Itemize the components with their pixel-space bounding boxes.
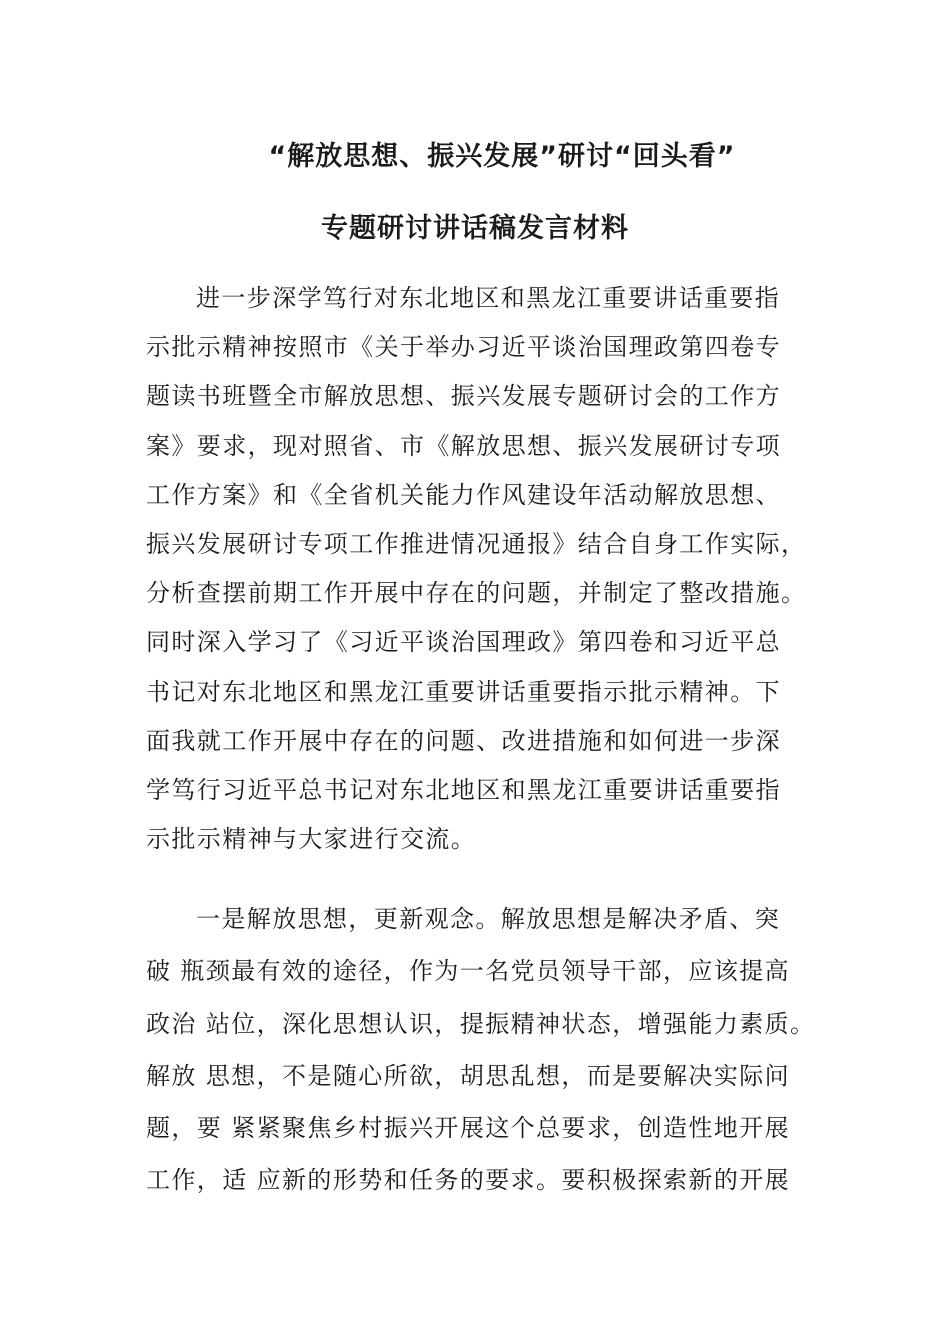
paragraph-line: 解放 思想，不是随心所欲，胡思乱想，而是要解决实际问 — [146, 1061, 791, 1090]
paragraph-line: 题，要 紧紧聚焦乡村振兴开展这个总要求，创造性地开展 — [146, 1114, 791, 1143]
paragraph-2 — [146, 893, 826, 1207]
paragraph-line: 题读书班暨全市解放思想、振兴发展专题研讨会的工作方 — [146, 382, 781, 411]
paragraph-line: 示批示精神与大家进行交流。 — [146, 825, 477, 854]
paragraph-line: 破 瓶颈最有效的途径，作为一名党员领导干部，应该提高 — [146, 957, 791, 986]
document-title-line-1: “解放思想、振兴发展”研讨“回头看” — [268, 141, 736, 172]
paragraph-line: 面我就工作开展中存在的问题、改进措施和如何进一步深 — [146, 726, 781, 755]
paragraph-line: 工作，适 应新的形势和任务的要求。要积极探索新的开展 — [146, 1166, 791, 1195]
paragraph-line: 示批示精神按照市《关于举办习近平谈治国理政第四卷专 — [146, 333, 781, 362]
paragraph-line: 案》要求，现对照省、市《解放思想、振兴发展研讨专项 — [146, 431, 781, 460]
paragraph-line: 学笃行习近平总书记对东北地区和黑龙江重要讲话重要指 — [146, 775, 781, 804]
paragraph-line: 工作方案》和《全省机关能力作风建设年活动解放思想、 — [146, 480, 781, 509]
paragraph-line: 书记对东北地区和黑龙江重要讲话重要指示批示精神。下 — [146, 677, 781, 706]
paragraph-line: 振兴发展研讨专项工作推进情况通报》结合自身工作实际， — [146, 529, 807, 558]
document-title-line-2: 专题研讨讲话稿发言材料 — [321, 213, 629, 244]
paragraph-line: 一是解放思想，更新观念。解放思想是解决矛盾、突 — [196, 905, 781, 933]
paragraph-line: 同时深入学习了《习近平谈治国理政》第四卷和习近平总 — [146, 628, 781, 657]
paragraph-1 — [146, 274, 826, 864]
paragraph-line: 进一步深学笃行对东北地区和黑龙江重要讲话重要指 — [196, 284, 781, 312]
paragraph-line: 分析查摆前期工作开展中存在的问题，并制定了整改措施。 — [146, 579, 807, 608]
paragraph-line: 政治 站位，深化思想认识，提振精神状态，增强能力素质。 — [146, 1009, 816, 1038]
